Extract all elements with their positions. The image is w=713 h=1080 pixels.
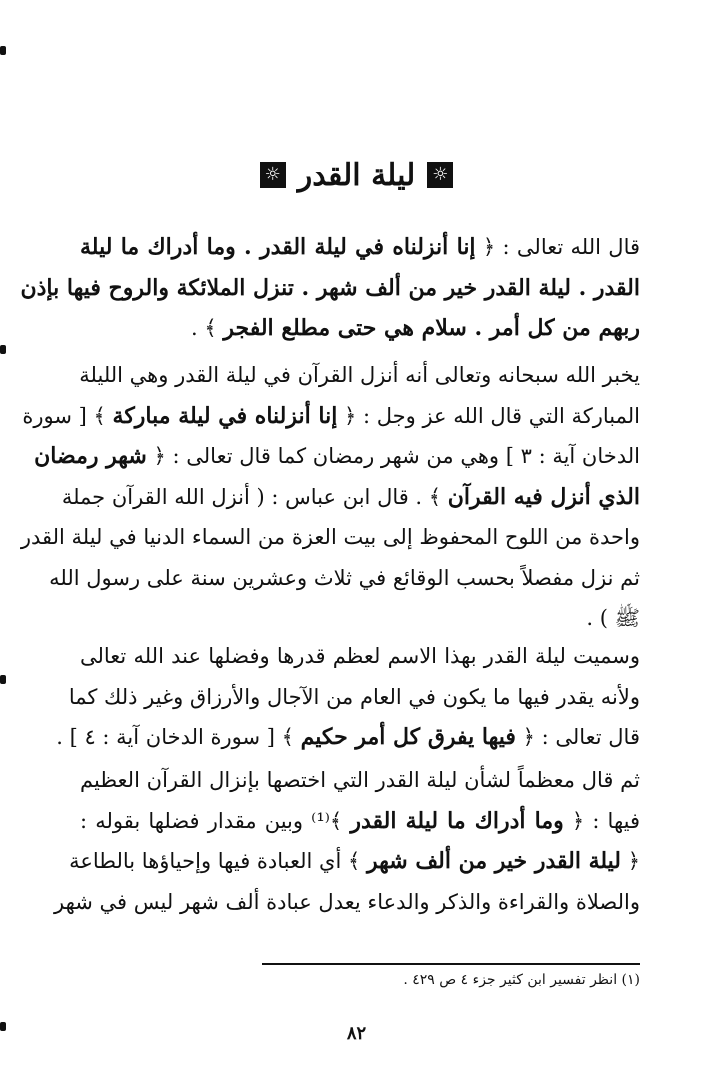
body-text: ﴾ [ سورة الدخان آية : ٤ ] .: [56, 725, 301, 749]
margin-mark: [0, 675, 6, 684]
text-line: [68, 677, 640, 718]
quran-verse: شهر رمضان: [34, 443, 147, 469]
quran-verse: إنا أنزلناه في ليلة القدر . وما أدراك ما ليلة: [80, 234, 476, 260]
body-text: ﴾ أي العبادة فيها وإحياؤها بالطاعة: [69, 849, 367, 873]
text-line: [80, 308, 640, 349]
body-text: ثم نزل مفصلاً بحسب الوقائع في ثلاث وعشرين سنة على رسول الله: [49, 565, 640, 590]
quran-verse: الذي أنزل فيه القرآن: [447, 483, 640, 510]
quran-verse: ربهم من كل أمر . سلام هي حتى مطلع الفجر: [223, 315, 640, 341]
body-text: ﴾ .: [191, 316, 224, 340]
body-text: قال تعالى : ﴿: [515, 725, 640, 749]
body-text: ﴾ [ سورة: [22, 403, 113, 428]
body-text: والصلاة والقراءة والذكر والدعاء يعدل عبادة ألف شهر ليس في شهر: [54, 889, 640, 914]
paragraph: [20, 355, 640, 639]
body-text: وسميت ليلة القدر بهذا الاسم لعظم قدرها وفضلها عند الله تعالى: [80, 644, 640, 668]
body-text: يخبر الله سبحانه وتعالى أنه أنزل القرآن في ليلة القدر وهي الليلة: [79, 363, 640, 387]
body-text: المباركة التي قال الله عز وجل : ﴿: [337, 403, 640, 428]
body-text: فيها : ﴿: [563, 808, 641, 833]
body-text: ولأنه يقدر فيها ما يكون في العام من الآجال والأرزاق وغير ذلك كما: [68, 684, 640, 709]
chapter-title: [0, 150, 713, 200]
quran-verse: إنا أنزلناه في ليلة مباركة: [112, 402, 338, 429]
chapter-title-text: ليلة القدر: [297, 157, 416, 193]
body-text: ﷺ ) .: [586, 606, 640, 630]
quran-verse: وما أدراك ما ليلة القدر: [350, 807, 564, 834]
margin-mark: [0, 345, 6, 354]
text-line: [80, 355, 640, 396]
quran-verse: ليلة القدر خير من ألف شهر: [366, 848, 622, 874]
paragraph: [56, 636, 640, 758]
body-text: ﴿: [621, 849, 640, 873]
text-line: [80, 760, 640, 801]
sun-ornament-icon: ☼: [260, 162, 286, 188]
paragraph: [20, 227, 641, 349]
sun-ornament-icon: ☼: [427, 162, 453, 188]
body-text: ﴾⁽¹⁾ وبين مقدار فضلها بقوله :: [80, 808, 351, 833]
margin-mark: [0, 46, 6, 55]
text-line: [22, 396, 640, 437]
text-line: [54, 882, 640, 923]
body-text: الدخان آية : ٣ ] وهي من شهر رمضان كما قال تعالى : ﴿: [146, 444, 640, 468]
text-line: [49, 558, 640, 599]
body-text: ثم قال معظماً لشأن ليلة القدر التي اختصها بإنزال القرآن العظيم: [80, 768, 640, 792]
body-text: قال الله تعالى : ﴿: [475, 235, 641, 259]
text-line: [34, 436, 640, 477]
text-line: [80, 636, 640, 677]
text-line: [80, 598, 640, 639]
text-line: [20, 268, 640, 309]
footnote: (١) انظر تفسير ابن كثير جزء ٤ ص ٤٢٩ .: [403, 972, 640, 988]
text-line: [80, 227, 640, 268]
quran-verse: القدر . ليلة القدر خير من ألف شهر . تنزل الملائكة والروح فيها بإذن: [20, 274, 640, 301]
text-line: [69, 841, 640, 882]
body-text: واحدة من اللوح المحفوظ إلى بيت العزة من السماء الدنيا في ليلة القدر: [20, 525, 640, 549]
page-number: ٨٢: [346, 1023, 367, 1044]
quran-verse: فيها يفرق كل أمر حكيم: [300, 724, 516, 750]
text-line: [20, 517, 640, 558]
text-line: [80, 801, 640, 842]
text-line: [61, 477, 640, 518]
footnote-divider: [262, 963, 640, 965]
body-text: ﴾ . قال ابن عباس : ( أنزل الله القرآن جملة: [61, 484, 448, 509]
text-line: [56, 717, 640, 758]
paragraph: [54, 760, 641, 922]
